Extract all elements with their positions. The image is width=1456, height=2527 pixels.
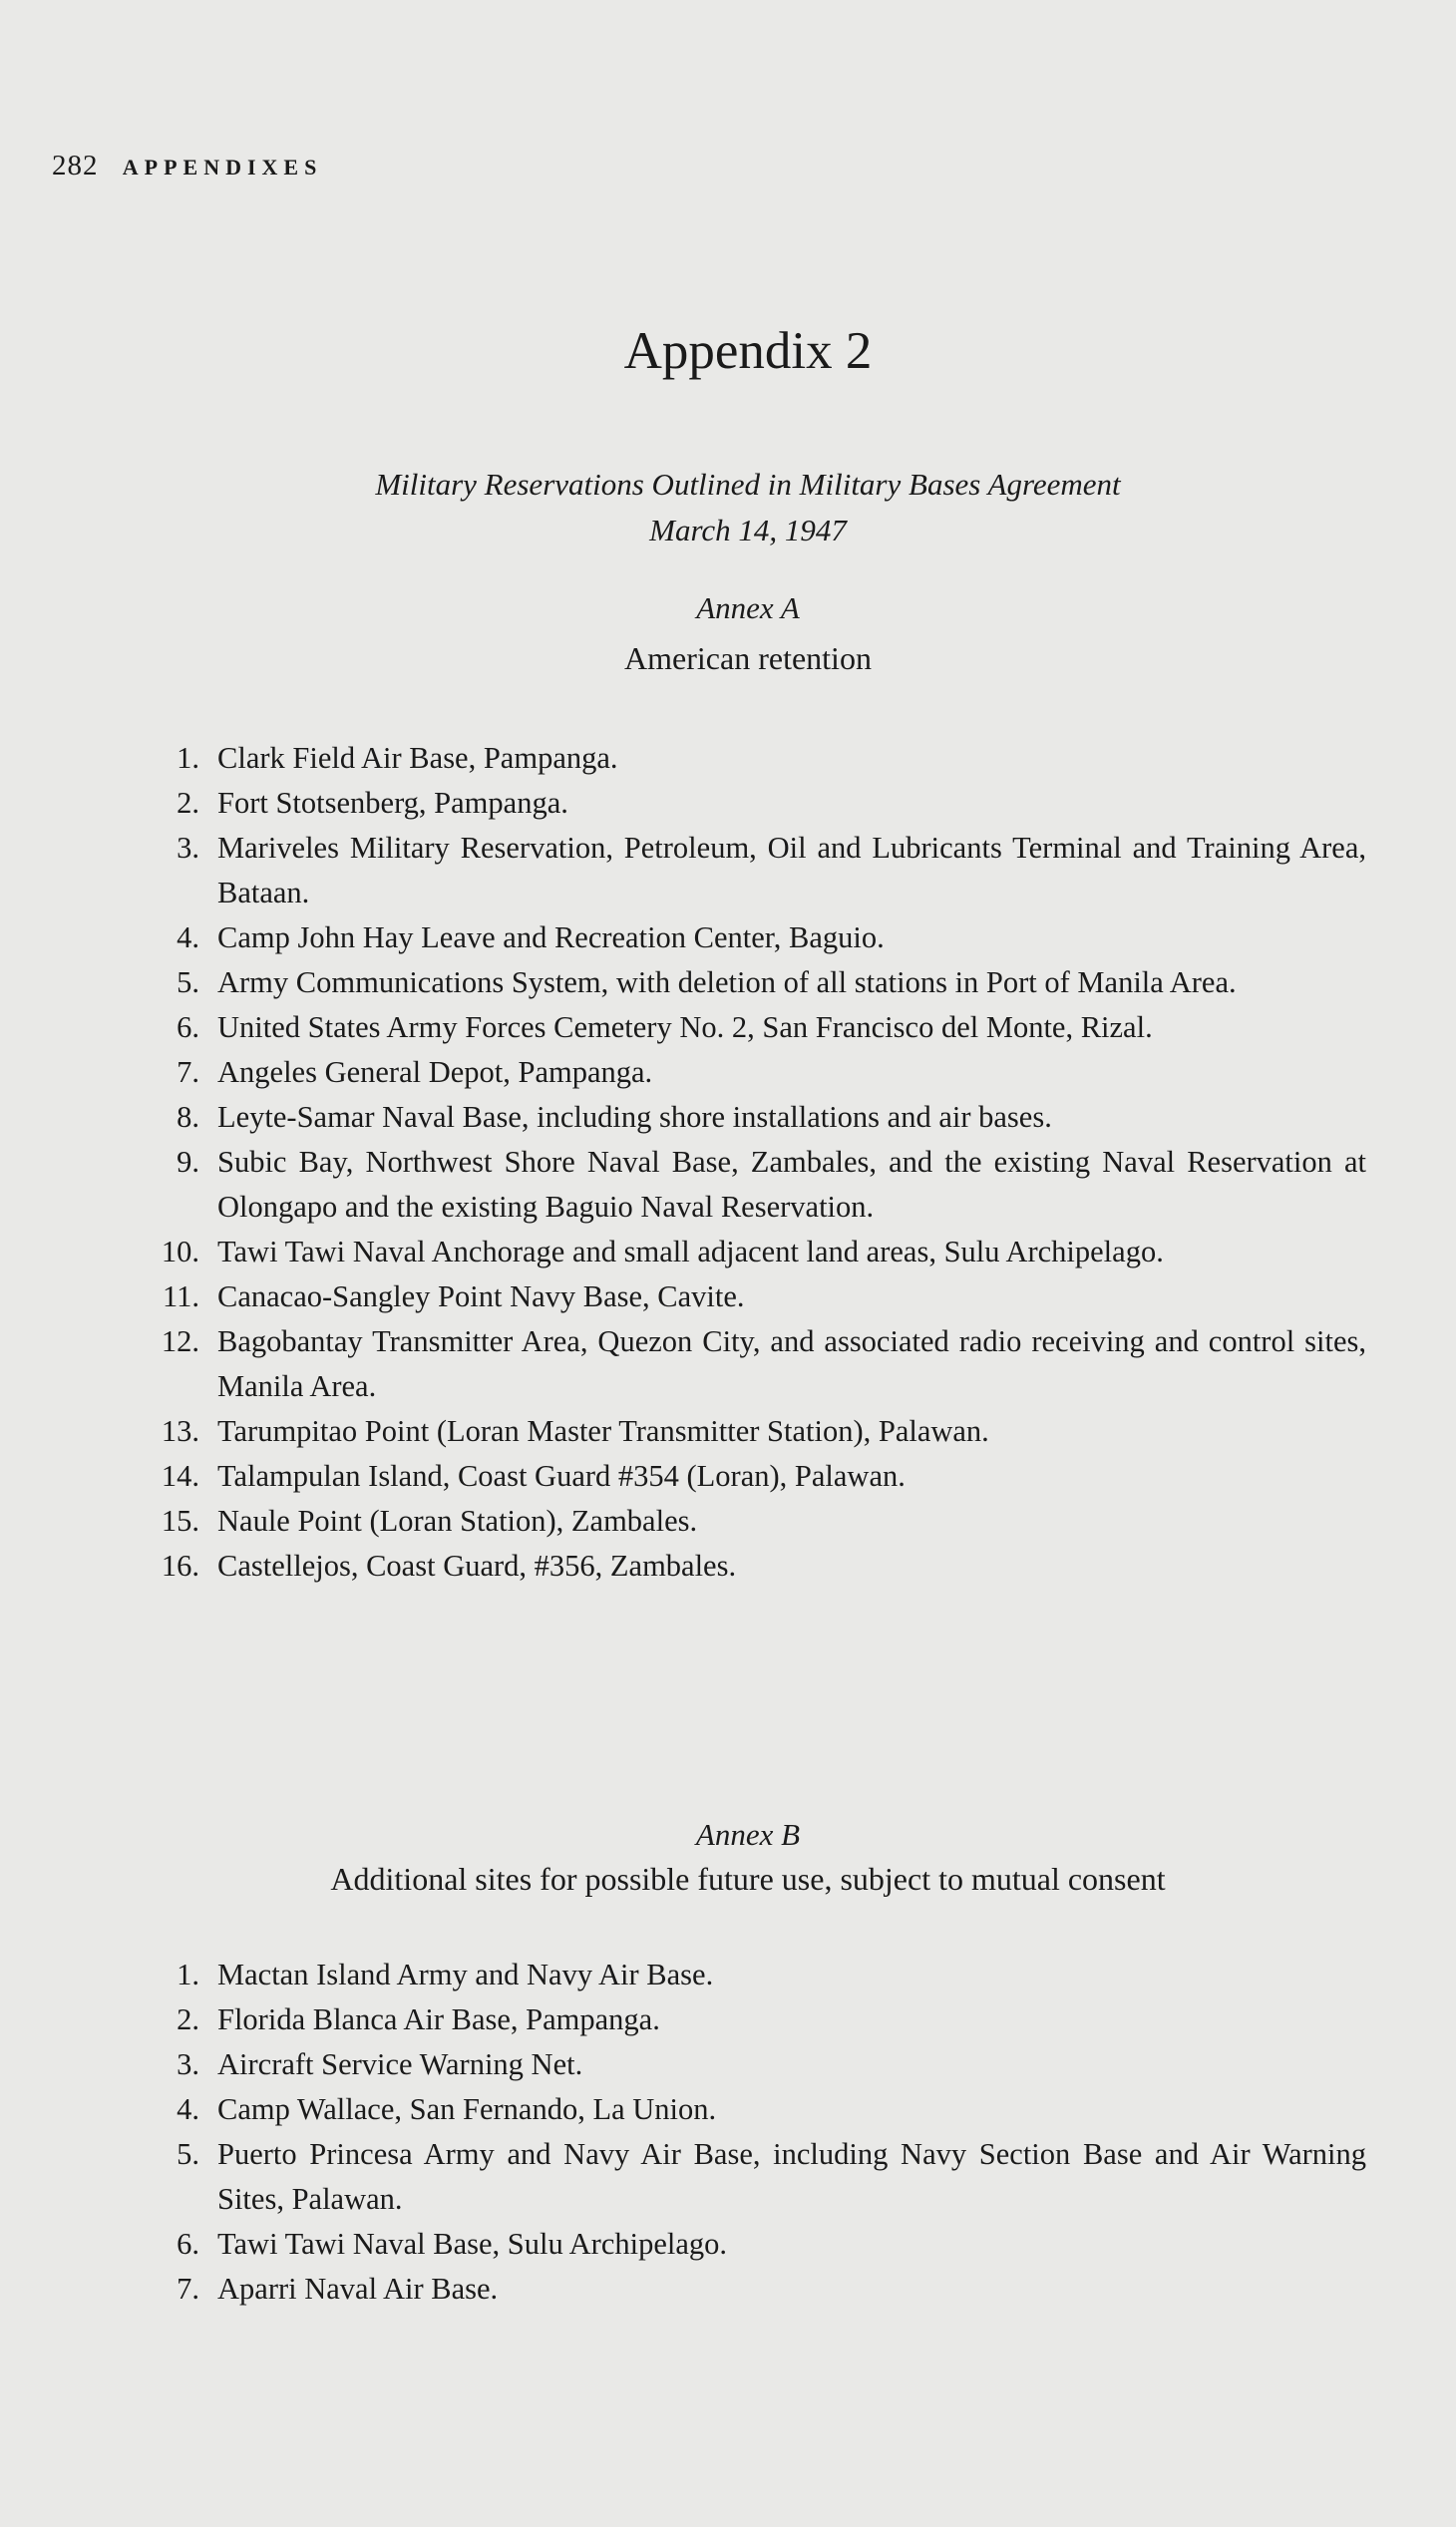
item-text: Mactan Island Army and Navy Air Base. [217,1958,714,1991]
item-number: 4. [177,2092,199,2126]
item-number: 16. [161,1549,199,1583]
item-text: Camp Wallace, San Fernando, La Union. [217,2092,717,2126]
item-text: Talampulan Island, Coast Guard #354 (Loran), Palawan. [217,1459,906,1493]
item-text: Leyte-Samar Naval Base, including shore installations and air bases. [217,1100,1052,1134]
list-item [150,1319,1366,1409]
item-text: Tawi Tawi Naval Anchorage and small adjacent land areas, Sulu Archipelago. [217,1235,1164,1268]
item-number: 6. [177,1010,199,1044]
item-text: Subic Bay, Northwest Shore Naval Base, Zambales, and the existing Naval Reservation at Olongapo and the existing Baguio Naval Reservation. [217,1145,1366,1224]
annex-a-list [150,736,1366,1589]
item-number: 2. [177,2002,199,2036]
item-number: 6. [177,2227,199,2261]
list-item [150,736,1366,781]
list-item [150,1230,1366,1274]
list-item [150,2267,1366,2312]
item-number: 13. [161,1414,199,1448]
item-text: Puerto Princesa Army and Navy Air Base, including Navy Section Base and Air Warning Sites, Palawan. [217,2137,1366,2216]
item-text: Canacao-Sangley Point Navy Base, Cavite. [217,1279,745,1313]
item-text: Bagobantay Transmitter Area, Quezon City, and associated radio receiving and control sites, Manila Area. [217,1324,1366,1403]
item-number: 5. [177,2137,199,2171]
item-number: 4. [177,920,199,954]
item-number: 1. [177,741,199,775]
item-text: Tawi Tawi Naval Base, Sulu Archipelago. [217,2227,728,2261]
item-number: 11. [163,1279,199,1313]
list-item [150,960,1366,1005]
list-item [150,1499,1366,1544]
list-item [150,1454,1366,1499]
list-item [150,2042,1366,2087]
item-text: Castellejos, Coast Guard, #356, Zambales. [217,1549,737,1583]
list-item [150,1953,1366,1997]
list-item [150,1095,1366,1140]
list-item [150,2087,1366,2132]
item-number: 10. [161,1235,199,1268]
list-item [150,1997,1366,2042]
item-text: Aparri Naval Air Base. [217,2272,499,2306]
item-text: Mariveles Military Reservation, Petroleum, Oil and Lubricants Terminal and Training Area, Bataan. [217,831,1366,909]
list-item [150,2222,1366,2267]
list-item [150,1005,1366,1050]
subtitle-line: Military Reservations Outlined in Military Bases Agreement [375,467,1121,502]
list-item [150,826,1366,915]
item-text: Army Communications System, with deletion of all stations in Port of Manila Area. [217,965,1237,999]
list-item [150,781,1366,826]
item-text: Florida Blanca Air Base, Pampanga. [217,2002,660,2036]
annex-b-list [150,1953,1366,2312]
item-number: 5. [177,965,199,999]
item-number: 2. [177,786,199,820]
running-header [52,150,322,182]
item-text: Angeles General Depot, Pampanga. [217,1055,653,1089]
item-number: 1. [177,1958,199,1991]
annex-a-label: Annex A [696,590,800,625]
item-number: 7. [177,1055,199,1089]
item-text: Clark Field Air Base, Pampanga. [217,741,618,775]
list-item [150,1140,1366,1230]
subtitle-date: March 14, 1947 [649,513,847,547]
list-item [150,1050,1366,1095]
item-number: 3. [177,2047,199,2081]
item-number: 8. [177,1100,199,1134]
item-number: 14. [161,1459,199,1493]
page-title: Appendix 2 [623,322,873,380]
item-number: 9. [177,1145,199,1179]
item-number: 7. [177,2272,199,2306]
list-item [150,1544,1366,1589]
list-item [150,1409,1366,1454]
item-text: Aircraft Service Warning Net. [217,2047,583,2081]
running-title: APPENDIXES [122,155,323,180]
list-item [150,915,1366,960]
annex-b-label: Annex B [695,1817,801,1852]
item-text: Tarumpitao Point (Loran Master Transmitter Station), Palawan. [217,1414,989,1448]
annex-a-description: American retention [624,640,872,676]
item-number: 12. [161,1324,199,1358]
page-number: 282 [52,150,99,181]
item-text: Camp John Hay Leave and Recreation Center, Baguio. [217,920,885,954]
annex-b-description: Additional sites for possible future use, subject to mutual consent [330,1861,1166,1897]
list-item [150,2132,1366,2222]
item-text: United States Army Forces Cemetery No. 2, San Francisco del Monte, Rizal. [217,1010,1153,1044]
list-item [150,1274,1366,1319]
item-number: 3. [177,831,199,865]
item-text: Fort Stotsenberg, Pampanga. [217,786,568,820]
subtitle [150,462,1346,553]
item-text: Naule Point (Loran Station), Zambales. [217,1504,698,1538]
item-number: 15. [161,1504,199,1538]
